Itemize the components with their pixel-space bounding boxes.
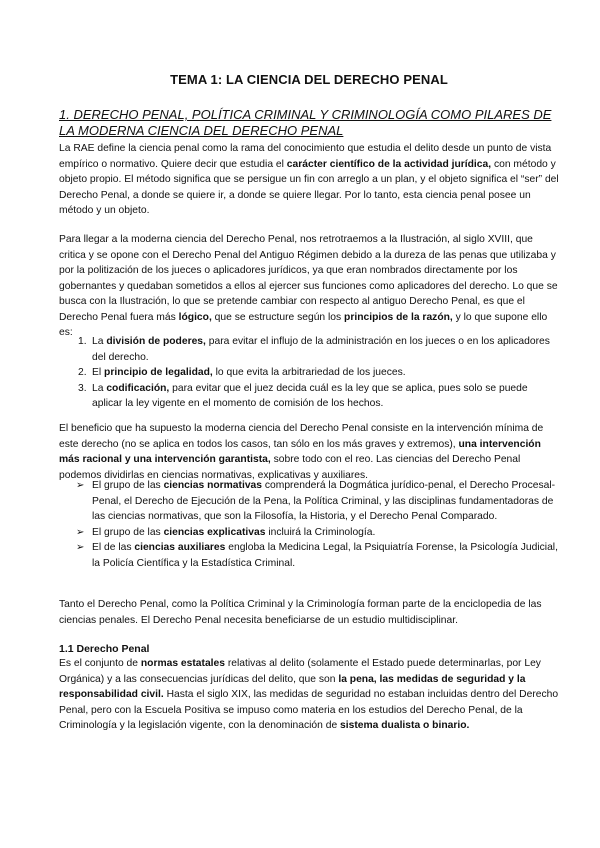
text: El de las: [92, 542, 135, 553]
arrow-bullet-icon: ➢: [76, 542, 85, 553]
list-item: [59, 334, 559, 365]
text: que se estructure según los: [211, 311, 345, 323]
text: comprenderá la Dogmática jurídico-penal, el Derecho Procesal-Penal, el Derecho de Ejecución de la Pena, la Política Criminal, y las disciplinas fundamentadoras de las ciencias normativas, que son la Filosofía, la Historia, y el Derecho Penal Comparado.: [92, 480, 556, 522]
bold-text: ciencias auxiliares: [134, 542, 226, 553]
text: El beneficio que ha supuesto la moderna ciencia del Derecho Penal consiste en la intervención mínima de este derecho (no se aplica en todos los casos, tan sólo en los más graves y extremos),: [59, 423, 544, 450]
sciences-list: [59, 478, 559, 571]
bold-text: codificación,: [106, 382, 170, 394]
text: Es el conjunto de: [59, 658, 141, 669]
arrow-bullet-icon: ➢: [76, 480, 85, 491]
bold-text: lógico,: [178, 311, 212, 323]
text: La RAE define la ciencia penal como la rama del conocimiento que estudia el delito desde un punto de vista empírico o normativo. Quiere decir que estudia el: [59, 143, 552, 170]
text: Hasta el siglo XIX, las medidas de seguridad no estaban incluidas dentro del Derecho Penal, pero con la Escuela Positiva se impuso como materia en los estudios del Derecho Penal, de la Criminología y la legislación vigente, con la denominación de: [59, 689, 559, 731]
text: Para llegar a la moderna ciencia del Derecho Penal, nos retrotraemos a la Ilustración, al siglo XVIII, que critica y se opone con el Derecho Penal del Antiguo Régimen debido a la dureza de las penas que utilizaba y por la politización de los jueces o aplicadores jurídicos, ya que eran nombrados directamente por los gobernantes y quedaban sometidos a ellos al ejercer sus funciones como aplicadores del derecho. Lo que se busca con la Ilustración, lo que se pretende cambiar con respecto al antiguo Derecho Penal, es que el Derecho Penal fuera más: [59, 234, 558, 323]
paragraph-derecho-penal: [59, 656, 559, 734]
text: La: [92, 382, 107, 394]
bold-text: principios de la razón,: [344, 311, 453, 323]
section-heading: 1. DERECHO PENAL, POLÍTICA CRIMINAL Y CRIMINOLOGÍA COMO PILARES DE LA MODERNA CIENCIA DEL DERECHO PENAL: [59, 107, 552, 138]
list-item: [59, 478, 559, 525]
subsection-heading: 1.1 Derecho Penal: [59, 643, 150, 655]
paragraph-benefit: [59, 421, 559, 483]
text: con método y objeto propio. El método significa que se persigue un fin con arreglo a un plan, y el objeto significa el “ser” del Derecho Penal, a donde se quiere ir, a donde se quiere llegar. Por lo tanto, esta ciencia penal posee un método y un objeto.: [59, 158, 559, 216]
bold-text: sistema dualista o binario.: [340, 720, 470, 731]
paragraph-illustration: [59, 232, 559, 341]
text: incluirá la Criminología.: [265, 526, 376, 538]
principles-list: [59, 334, 559, 412]
text: La: [92, 336, 107, 347]
bold-text: principio de legalidad,: [104, 367, 213, 378]
bold-text: ciencias explicativas: [163, 526, 266, 538]
list-item: [59, 540, 559, 571]
list-number: 2.: [78, 367, 87, 378]
text: para evitar el influjo de la administración en los jueces o en los aplicadores del derecho.: [92, 336, 550, 363]
text: relativas al delito (solamente el Estado puede determinarlas, por Ley Orgánica) y a las consecuencias jurídicas del delito, que son: [59, 658, 541, 685]
text: para evitar que el juez decida cuál es la ley que se aplica, pues solo se puede aplicar la ley vigente en el momento de comisión de los hechos.: [92, 382, 528, 409]
document-title: TEMA 1: LA CIENCIA DEL DERECHO PENAL: [170, 72, 448, 87]
text: sobre todo con el reo. Las ciencias del Derecho Penal podemos dividirlas en ciencias normativas, explicativas y auxiliares.: [59, 454, 521, 481]
bold-text: división de poderes,: [106, 336, 206, 347]
list-number: 1.: [78, 336, 87, 347]
text: El: [92, 367, 105, 378]
text: engloba la Medicina Legal, la Psiquiatría Forense, la Psicología Judicial, la Policía Científica y la Estadística Criminal.: [92, 542, 558, 569]
list-item: [59, 525, 559, 541]
paragraph-encyclopedia: Tanto el Derecho Penal, como la Política Criminal y la Criminología forman parte de la enciclopedia de las ciencias penales. El Derecho Penal necesita beneficiarse de un estudio multidisciplinar.: [59, 599, 542, 626]
arrow-bullet-icon: ➢: [76, 526, 85, 538]
paragraph-definition: [59, 141, 559, 219]
text: El grupo de las: [92, 480, 164, 491]
list-item: [59, 381, 559, 412]
list-number: 3.: [78, 382, 87, 394]
bold-text: normas estatales: [140, 658, 225, 669]
bold-text: carácter científico de la actividad jurídica,: [286, 158, 492, 170]
text: y lo que supone ello es:: [59, 311, 548, 338]
list-item: [59, 365, 559, 381]
text: El grupo de las: [92, 526, 164, 538]
bold-text: la pena, las medidas de seguridad y la responsabilidad civil.: [59, 673, 526, 700]
bold-text: una intervención más racional y una intervención garantista,: [59, 438, 541, 465]
bold-text: ciencias normativas: [163, 480, 263, 491]
text: lo que evita la arbitrariedad de los jueces.: [212, 367, 406, 378]
